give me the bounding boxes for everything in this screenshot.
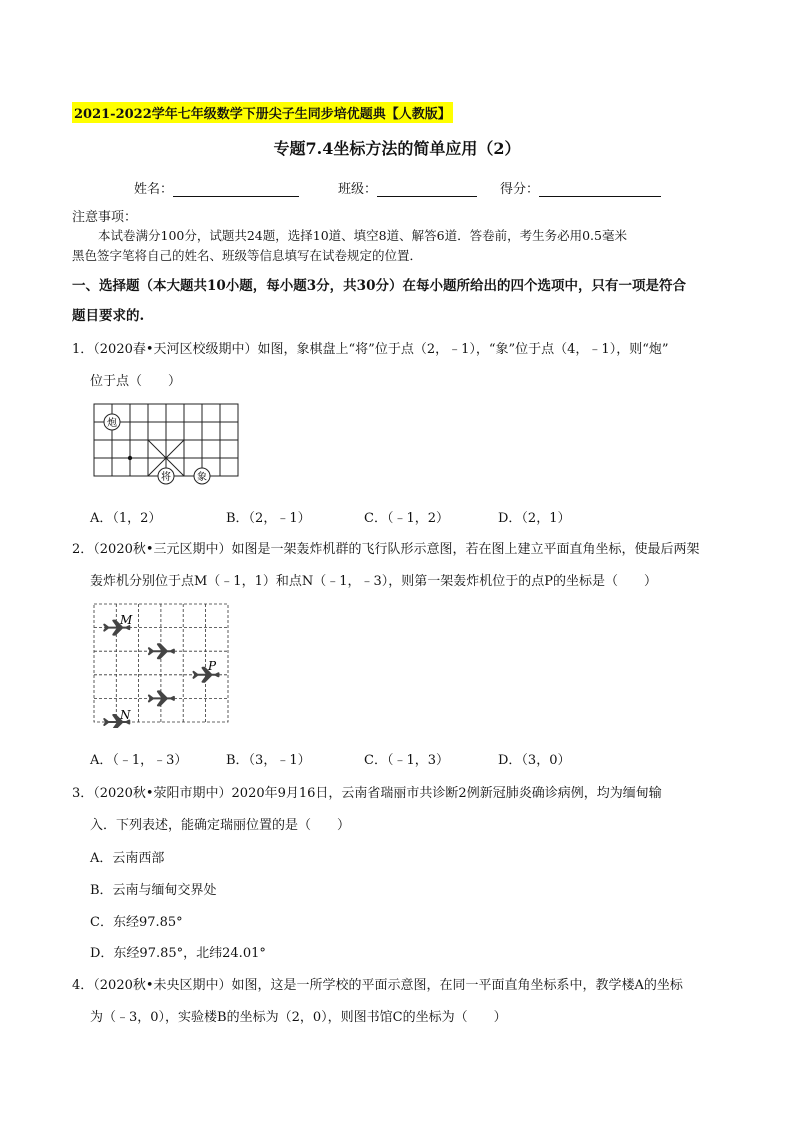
section1-line-2: 题目要求的.	[72, 308, 145, 324]
q2-option-c[interactable]: C．（﹣1，3）	[364, 753, 449, 768]
label-n: N	[120, 708, 131, 722]
label-p: P	[208, 659, 217, 673]
q1-option-d[interactable]: D．（2，1）	[498, 511, 571, 526]
notes-heading: 注意事项：	[72, 210, 138, 225]
origin-dot	[128, 456, 132, 460]
q1-option-c[interactable]: C．（﹣1，2）	[364, 511, 449, 526]
q1-line-2: 位于点（ ）	[90, 374, 182, 389]
q2-line-1: 2．（2020秋•三元区期中）如图是一架轰炸机群的飞行队形示意图，若在图上建立平面直角坐标，使最后两架	[72, 542, 700, 557]
notes-line-1: 本试卷满分100分，试题共24题，选择10道、填空8道、解答6道．答卷前，考生务必用0.5毫米	[98, 228, 627, 243]
piece-xiang	[194, 468, 210, 484]
q1-option-a[interactable]: A．（1，2）	[90, 511, 162, 526]
class-field[interactable]	[338, 178, 477, 197]
q2-option-d[interactable]: D．（3，0）	[498, 753, 571, 768]
bomber-icon	[149, 644, 174, 658]
q4-line-1: 4．（2020秋•未央区期中）如图，这是一所学校的平面示意图，在同一平面直角坐标系中，教学楼A的坐标	[72, 978, 683, 993]
piece-jiang	[158, 468, 174, 484]
score-field[interactable]	[500, 178, 661, 197]
q3-option-a[interactable]: A．云南西部	[90, 851, 165, 866]
label-m: M	[120, 613, 133, 627]
bomber-formation-figure	[90, 600, 240, 728]
q2-line-2: 轰炸机分别位于点M（﹣1，1）和点N（﹣1，﹣3），则第一架轰炸机位于的点P的坐标是（ ）	[90, 574, 658, 589]
piece-pao-label: 炮	[107, 418, 117, 429]
q3-line-1: 3．（2020秋•荥阳市期中）2020年9月16日，云南省瑞丽市共诊断2例新冠肺炎确诊病例，均为缅甸输	[72, 786, 662, 801]
header-banner: 2021-2022学年七年级数学下册尖子生同步培优题典【人教版】	[72, 102, 453, 123]
q2-option-a[interactable]: A．（﹣1，﹣3）	[90, 753, 188, 768]
chessboard-figure	[90, 400, 250, 490]
page-title: 专题7.4坐标方法的简单应用（2）	[273, 139, 521, 158]
score-label: 得分：	[500, 182, 540, 197]
name-blank[interactable]	[173, 182, 299, 197]
section1-line-1: 一、选择题（本大题共10小题，每小题3分，共30分）在每小题所给出的四个选项中，只有一项是符合	[72, 278, 686, 294]
notes-line-2: 黑色签字笔将自己的姓名、班级等信息填写在试卷规定的位置．	[72, 248, 423, 263]
q3-option-c[interactable]: C．东经97.85°	[90, 915, 183, 930]
piece-pao	[104, 414, 120, 430]
q1-option-b[interactable]: B．（2，﹣1）	[226, 511, 311, 526]
class-label: 班级：	[338, 182, 378, 197]
q2-option-b[interactable]: B．（3，﹣1）	[226, 753, 311, 768]
q1-line-1: 1．（2020春•天河区校级期中）如图，象棋盘上“将”位于点（2，﹣1），“象”位于点（4，﹣1），则“炮”	[72, 342, 669, 357]
piece-xiang-label: 象	[197, 472, 207, 483]
q3-line-2: 入．下列表述，能确定瑞丽位置的是（ ）	[90, 818, 351, 833]
piece-jiang-label: 将	[161, 472, 171, 483]
score-blank[interactable]	[539, 182, 661, 197]
q4-line-2: 为（﹣3，0），实验楼B的坐标为（2，0），则图书馆C的坐标为（ ）	[90, 1010, 507, 1025]
bomber-icon	[149, 691, 174, 705]
q3-option-d[interactable]: D．东经97.85°，北纬24.01°	[90, 946, 266, 961]
class-blank[interactable]	[377, 182, 477, 197]
name-label: 姓名：	[134, 182, 174, 197]
q3-option-b[interactable]: B．云南与缅甸交界处	[90, 883, 217, 898]
name-field[interactable]	[134, 178, 299, 197]
